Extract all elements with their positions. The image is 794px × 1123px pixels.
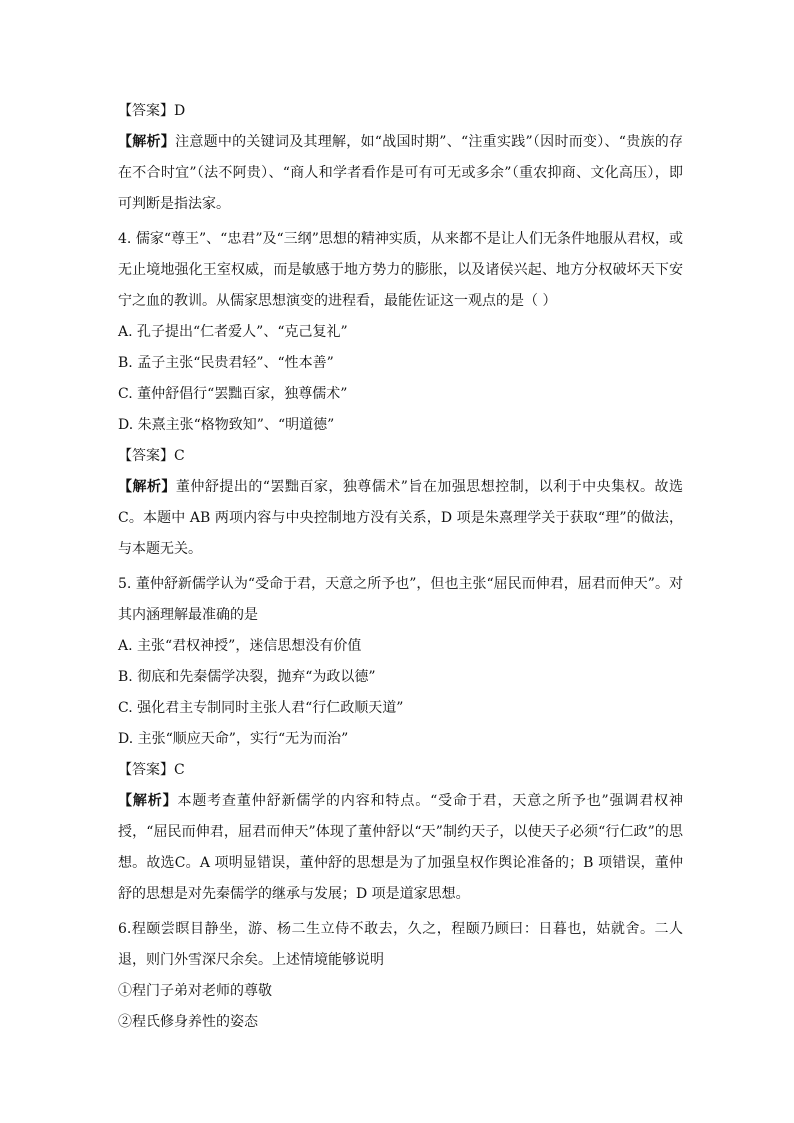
option-d: D. 主张“顺应天命”，实行“无为而治”: [118, 731, 349, 747]
analysis-label: 【解析】: [118, 479, 176, 495]
analysis-paragraph: [118, 472, 683, 565]
option-a: A. 孔子提出“仁者爱人”、“克己复礼”: [118, 324, 348, 340]
option-c: C. 董仲舒倡行“罢黜百家，独尊儒术”: [118, 386, 348, 402]
document-page: [118, 100, 683, 1042]
option-a: A. 主张“君权神授”，迷信思想没有价值: [118, 638, 362, 654]
analysis-label: 【解析】: [118, 793, 178, 809]
analysis-text: 本题考查董仲舒新儒学的内容和特点。“受命于君，天意之所予也”强调君权神授，“屈民而伸君，屈君而伸天”体现了董仲舒以“天”制约天子，以使天子必须“行仁政”的思想。故选C。A 项明显错误，董仲舒的思想是为了加强皇权作舆论准备的；B 项错误，董仲舒的思想是对先秦儒学的继承与发展；D 项是道家思想。: [118, 793, 684, 902]
question-stem: 5. 董仲舒新儒学认为“受命于君，天意之所予也”，但也主张“屈民而伸君，屈君而伸天”。对其内涵理解最准确的是: [118, 576, 683, 623]
analysis-paragraph: [118, 127, 683, 220]
answer-line: 【答案】D: [118, 103, 186, 119]
option-b: B. 孟子主张“民贵君轻”、“性本善”: [118, 355, 334, 371]
answer-line: 【答案】C: [118, 448, 185, 464]
analysis-text: 董仲舒提出的“罢黜百家，独尊儒术”旨在加强思想控制，以利于中央集权。故选C。本题中 AB 两项内容与中央控制地方没有关系，D 项是朱熹理学关于获取“理”的做法，与本题无关。: [118, 479, 684, 557]
statement-1: ①程门子弟对老师的尊敬: [118, 983, 272, 999]
option-c: C. 强化君主专制同时主张人君“行仁政顺天道”: [118, 700, 404, 716]
option-b: B. 彻底和先秦儒学决裂，抛弃“为政以德”: [118, 669, 376, 685]
answer-line: 【答案】C: [118, 762, 185, 778]
analysis-label: 【解析】: [118, 134, 176, 150]
statement-2: ②程氏修身养性的姿态: [118, 1014, 258, 1030]
analysis-paragraph: [118, 786, 683, 910]
question-stem: 6.程颐尝瞑目静坐，游、杨二生立侍不敢去，久之，程颐乃顾曰：日暮也，姑就舍。二人退，则门外雪深尺余矣。上述情境能够说明: [118, 921, 683, 968]
analysis-text: 注意题中的关键词及其理解，如“战国时期”、“注重实践”（因时而变）、“贵族的存在不合时宜”（法不阿贵）、“商人和学者看作是可有可无或多余”（重农抑商、文化高压），即可判断是指法家。: [118, 134, 683, 212]
question-stem: 4. 儒家“尊王”、“忠君”及“三纲”思想的精神实质，从来都不是让人们无条件地服从君权，或无止境地强化王室权威，而是敏感于地方势力的膨胀，以及诸侯兴起、地方分权破坏天下安宁之血的教训。从儒家思想演变的进程看，最能佐证这一观点的是（ ）: [118, 231, 683, 309]
option-d: D. 朱熹主张“格物致知”、“明道德”: [118, 417, 335, 433]
